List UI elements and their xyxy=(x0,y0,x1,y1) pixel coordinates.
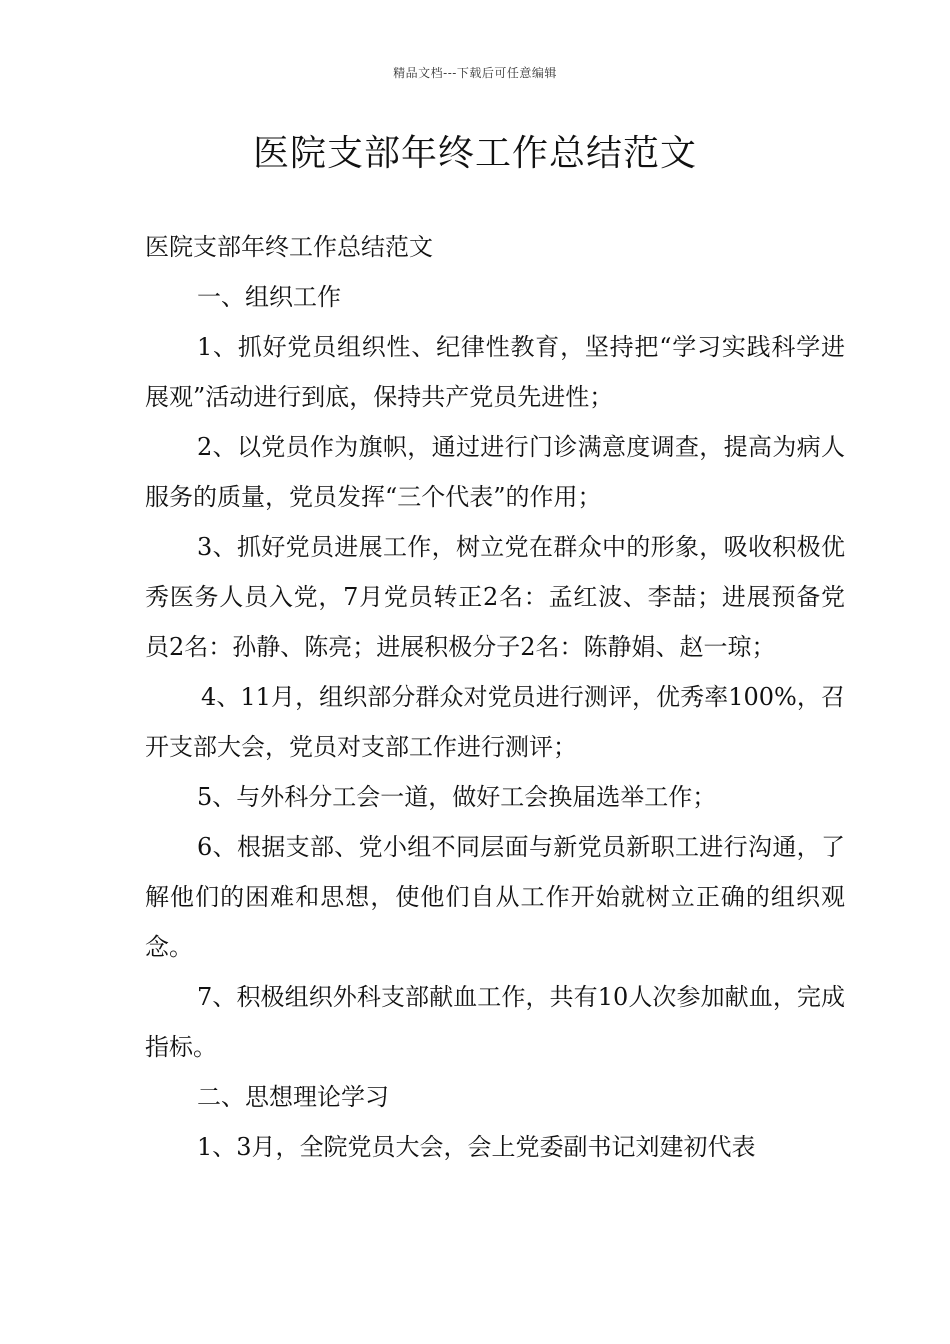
document-body xyxy=(145,222,845,1172)
paragraph-item-4: 4、11月，组织部分群众对党员进行测评，优秀率100%，召开支部大会，党员对支部工作进行测评； xyxy=(145,683,845,761)
paragraph-item-1: 1、抓好党员组织性、纪律性教育，坚持把“学习实践科学进展观”活动进行到底，保持共产党员先进性； xyxy=(145,333,845,411)
paragraph-item-7: 7、积极组织外科支部献血工作，共有10人次参加献血，完成指标。 xyxy=(145,983,845,1061)
document-title: 医院支部年终工作总结范文 xyxy=(252,133,697,174)
page-header-watermark: 精品文档---下载后可任意编辑 xyxy=(393,66,557,80)
paragraph-item-6: 6、根据支部、党小组不同层面与新党员新职工进行沟通，了解他们的困难和思想，使他们自从工作开始就树立正确的组织观念。 xyxy=(145,833,845,961)
paragraph-item-2: 2、以党员作为旗帜，通过进行门诊满意度调查，提高为病人服务的质量，党员发挥“三个代表”的作用； xyxy=(145,433,845,511)
section-heading-organization: 一、组织工作 xyxy=(197,283,341,311)
paragraph-study-item-1: 1、3月，全院党员大会，会上党委副书记刘建初代表 xyxy=(197,1133,756,1161)
paragraph-item-3: 3、抓好党员进展工作，树立党在群众中的形象，吸收积极优秀医务人员入党，7月党员转正2名：孟红波、李喆；进展预备党员2名：孙静、陈亮；进展积极分子2名：陈静娟、赵一琼； xyxy=(145,533,845,661)
paragraph-item-5: 5、与外科分工会一道，做好工会换届选举工作； xyxy=(197,783,717,811)
section-heading-theory-study: 二、思想理论学习 xyxy=(197,1083,389,1111)
paragraph-subtitle: 医院支部年终工作总结范文 xyxy=(145,233,433,261)
